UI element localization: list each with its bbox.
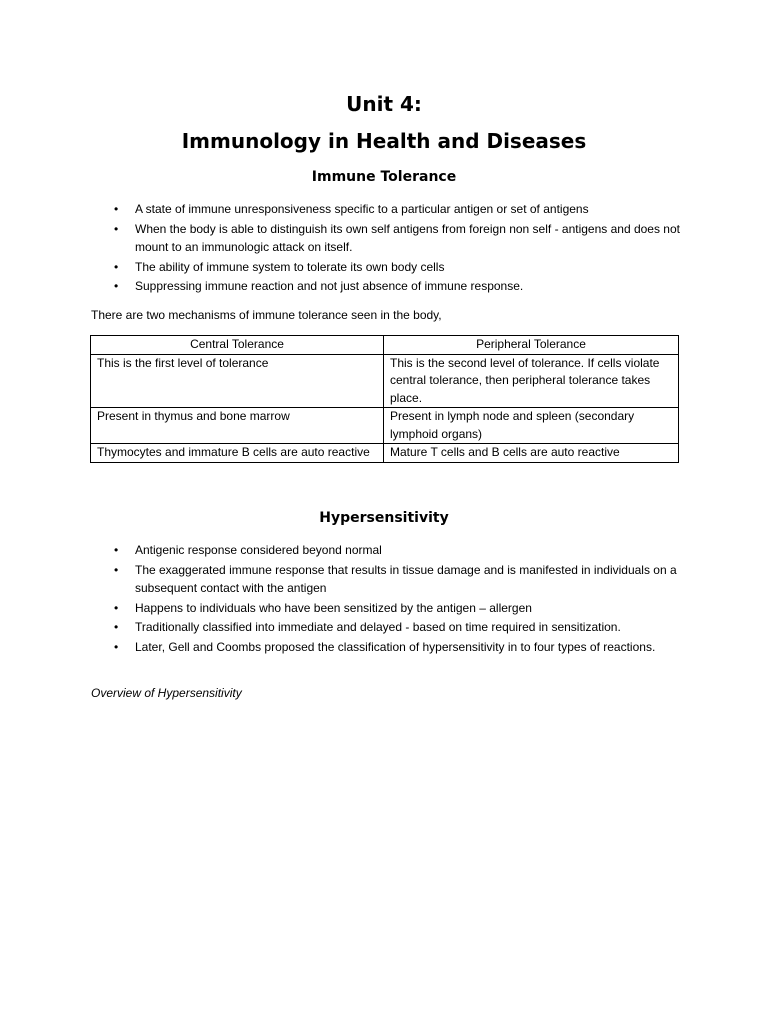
document-title: Immunology in Health and Diseases [181,129,587,153]
list-item-text: Later, Gell and Coombs proposed the classification of hypersensitivity in to four types of reactions. [135,639,656,654]
table-cell: Thymocytes and immature B cells are auto reactive [91,444,384,463]
list-item [110,220,690,257]
section-heading-hypersensitivity: Hypersensitivity [319,510,449,526]
list-item [110,561,690,598]
list-item [110,541,690,560]
column-header-central: Central Tolerance [91,336,384,355]
list-item-text: The ability of immune system to tolerate its own body cells [135,259,445,274]
unit-title: Unit 4: [346,92,422,116]
bullet-icon: • [114,620,119,634]
list-item [110,618,690,637]
list-item-text: Antigenic response considered beyond normal [135,543,382,557]
list-item-text: Traditionally classified into immediate and delayed - based on time required in sensitization. [135,620,621,634]
tolerance-comparison-table [90,335,679,463]
table-cell: Mature T cells and B cells are auto reactive [384,444,679,463]
section-heading-immune-tolerance: Immune Tolerance [311,169,457,185]
table-cell: Present in lymph node and spleen (secondary lymphoid organs) [384,408,679,444]
tolerance-intro-paragraph: There are two mechanisms of immune tolerance seen in the body, [91,308,442,322]
list-item [110,258,690,277]
list-item [110,599,690,618]
hypersensitivity-bullet-list [110,541,690,657]
table-cell: Present in thymus and bone marrow [91,408,384,444]
bullet-icon: • [114,221,119,236]
list-item [110,638,690,657]
list-item-text: Happens to individuals who have been sensitized by the antigen – allergen [135,600,532,615]
column-header-peripheral: Peripheral Tolerance [384,336,679,355]
table-header-row [91,336,679,355]
bullet-icon: • [114,259,119,274]
list-item-text: The exaggerated immune response that results in tissue damage and is manifested in individuals on a subsequent contact with the antigen [135,562,677,595]
overview-caption: Overview of Hypersensitivity [91,686,242,700]
list-item-text: A state of immune unresponsiveness specific to a particular antigen or set of antigens [135,202,589,216]
immune-tolerance-bullet-list [110,200,690,297]
table-cell: This is the second level of tolerance. If cells violate central tolerance, then peripheral tolerance takes place. [384,354,679,408]
bullet-icon: • [114,562,119,577]
bullet-icon: • [114,202,119,216]
table-row [91,354,679,408]
table-row [91,444,679,463]
table-row [91,408,679,444]
table-cell: This is the first level of tolerance [91,354,384,408]
list-item [110,200,690,219]
list-item-text: When the body is able to distinguish its own self antigens from foreign non self - antigens and does not mount to an immunologic attack on itself. [135,221,680,254]
bullet-icon: • [114,543,119,557]
list-item-text: Suppressing immune reaction and not just absence of immune response. [135,279,524,293]
bullet-icon: • [114,279,119,293]
list-item [110,277,690,296]
bullet-icon: • [114,639,119,654]
bullet-icon: • [114,600,119,615]
